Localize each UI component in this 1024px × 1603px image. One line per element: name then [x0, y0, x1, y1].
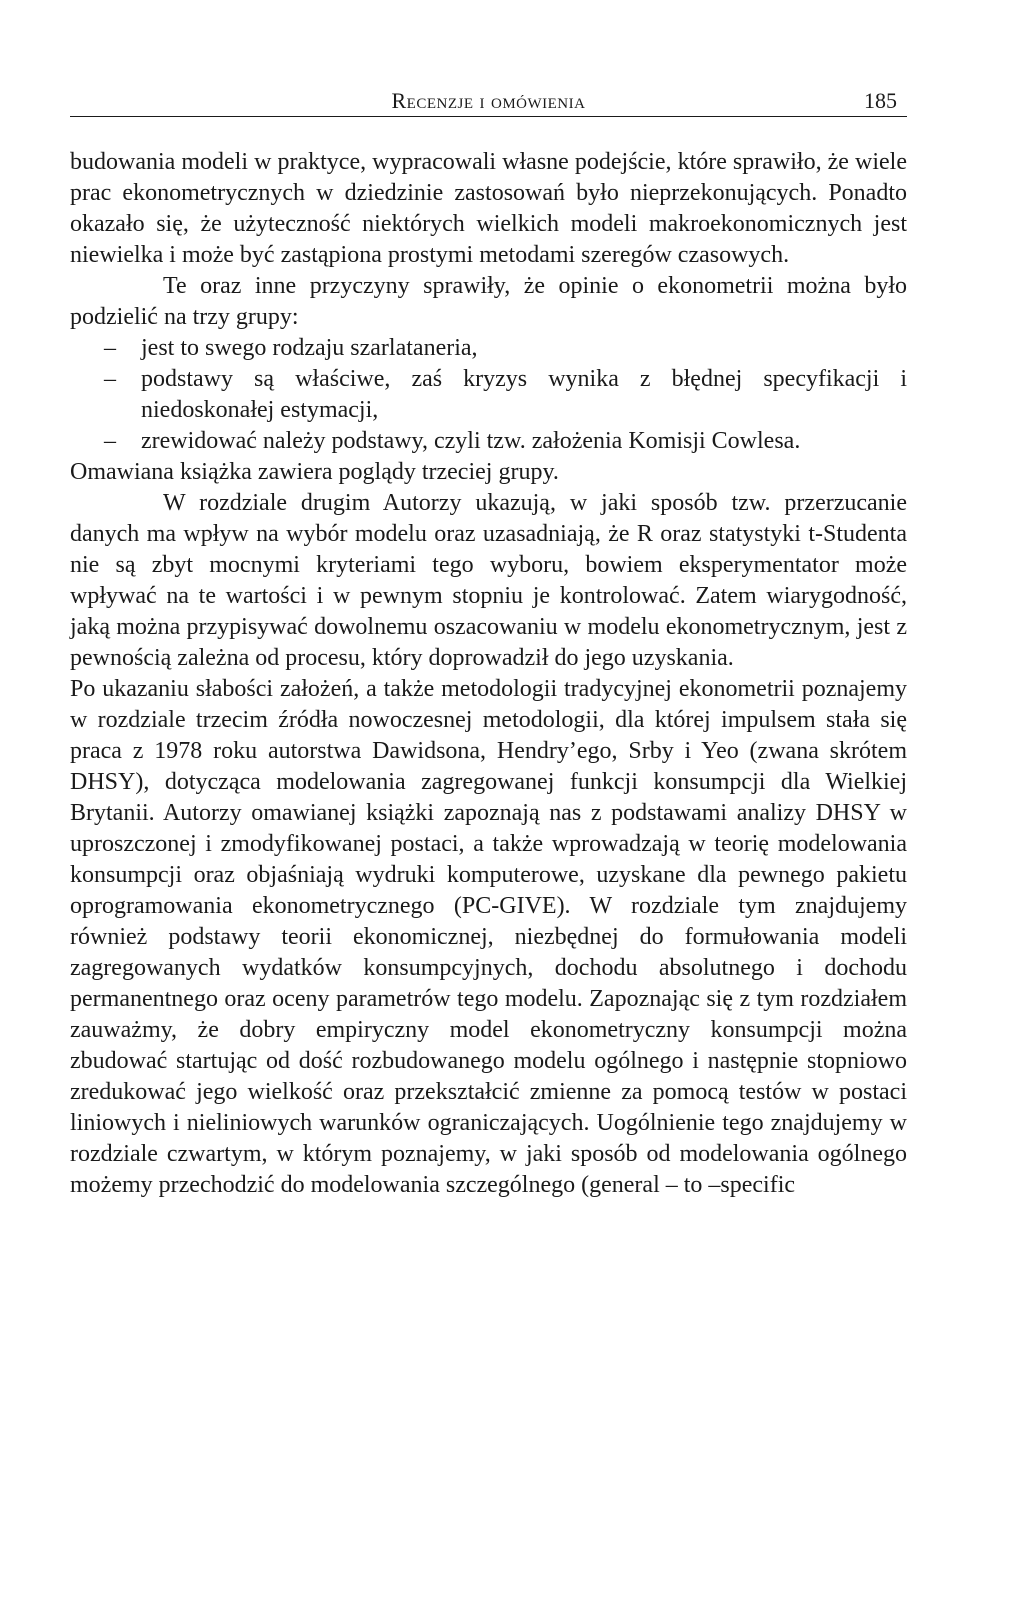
list-item: [70, 364, 907, 426]
list-item-text: zrewidować należy podstawy, czyli tzw. założenia Komisji Cowlesa.: [141, 428, 801, 454]
paragraph-3: Omawiana książka zawiera poglądy trzeciej grupy.: [70, 459, 559, 485]
body-text: [70, 147, 907, 1201]
list-item: [70, 426, 907, 457]
list-item: [70, 333, 907, 364]
list-item-text: podstawy są właściwe, zaś kryzys wynika z błędnej specyfikacji i niedoskonałej estymacji,: [141, 366, 907, 423]
running-header: [70, 78, 907, 117]
list-item-text: jest to swego rodzaju szarlataneria,: [141, 335, 478, 361]
list-dash: –: [104, 366, 116, 392]
document-page: [70, 78, 907, 1201]
page-number: 185: [864, 88, 897, 113]
list-dash: –: [104, 428, 116, 454]
paragraph-1: budowania modeli w praktyce, wypracowali własne podejście, które sprawiło, że wiele prac ekonometrycznych w dziedzinie zastosowań było nieprzekonujących. Ponadto okazało się, że użyteczność niektórych wielkich modeli makroekonomicznych jest niewielka i może być zastąpiona prostymi metodami szeregów czasowych.: [70, 149, 907, 268]
running-header-title: Recenzje i omówienia: [391, 88, 586, 113]
paragraph-5: Po ukazaniu słabości założeń, a także metodologii tradycyjnej ekonometrii poznajemy w rozdziale trzecim źródła nowoczesnej metodologii, dla której impulsem stała się praca z 1978 roku autorstwa Dawidsona, Hendry’ego, Srby i Yeo (zwana skrótem DHSY), dotycząca modelowania zagregowanej funkcji konsumpcji dla Wielkiej Brytanii. Autorzy omawianej książki zapoznają nas z podstawami analizy DHSY w uproszczonej i zmodyfikowanej postaci, a także wprowadzają w teorię modelowania konsumpcji oraz objaśniają wydruki komputerowe, uzyskane dla pewnego pakietu oprogramowania ekonometrycznego (PC-GIVE). W rozdziale tym znajdujemy również podstawy teorii ekonomicznej, niezbędnej do formułowania modeli zagregowanych wydatków konsumpcyjnych, dochodu absolutnego i dochodu permanentnego oraz oceny parametrów tego modelu. Zapoznając się z tym rozdziałem zauważmy, że dobry empiryczny model ekonometryczny konsumpcji można zbudować startując od dość rozbudowanego modelu ogólnego i następnie stopniowo zredukować jego wielkość oraz przekształcić zmienne za pomocą testów w postaci liniowych i nieliniowych warunków ograniczających. Uogólnienie tego znajdujemy w rozdziale czwartym, w którym poznajemy, w jaki sposób od modelowania ogólnego możemy przechodzić do modelowania szczególnego (general – to –specific: [70, 676, 907, 1198]
paragraph-4: W rozdziale drugim Autorzy ukazują, w jaki sposób tzw. przerzucanie danych ma wpływ na wybór modelu oraz uzasadniają, że R oraz statystyki t-Studenta nie są zbyt mocnymi kryteriami tego wyboru, bowiem eksperymentator może wpływać na te wartości i w pewnym stopniu je kontrolować. Zatem wiarygodność, jaką można przypisywać dowolnemu oszacowaniu w modelu ekonometrycznym, jest z pewnością zależna od procesu, który doprowadził do jego uzyskania.: [70, 490, 907, 671]
list-dash: –: [104, 335, 116, 361]
paragraph-2: Te oraz inne przyczyny sprawiły, że opinie o ekonometrii można było podzielić na trzy grupy:: [70, 273, 907, 330]
opinion-list: [70, 333, 907, 457]
